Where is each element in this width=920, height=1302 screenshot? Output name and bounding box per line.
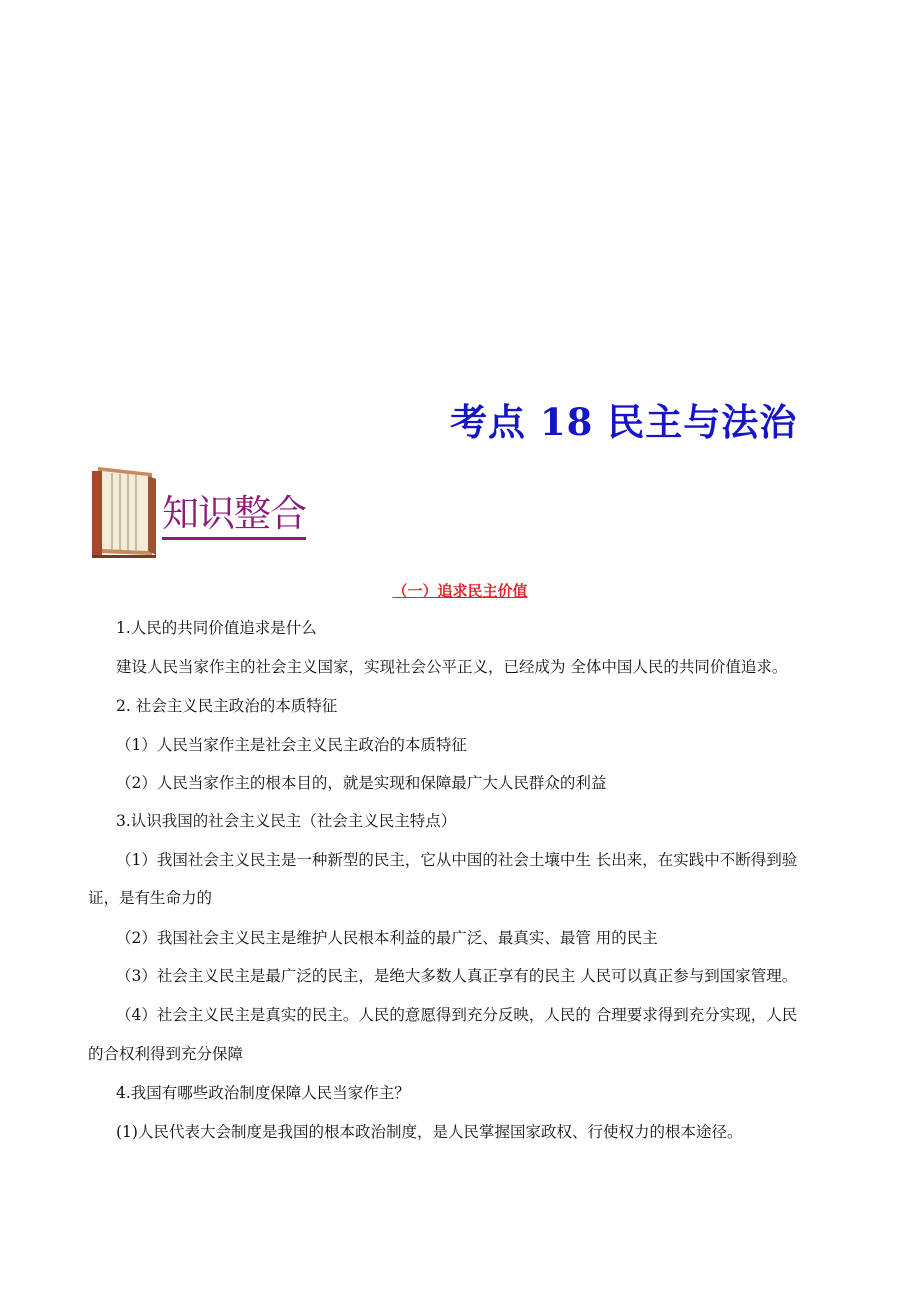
text-line: （2）我国社会主义民主是维护人民根本利益的最广泛、最真实、最管 用的民主: [116, 929, 658, 947]
text-line: 的合权利得到充分保障: [88, 1045, 244, 1063]
text-line: (1)人民代表大会制度是我国的根本政治制度，是人民掌握国家政权、行使权力的根本途径。: [116, 1123, 743, 1141]
section-heading: （一）追求民主价值: [392, 582, 528, 600]
section-banner: [90, 463, 320, 559]
text-line: （1）人民当家作主是社会主义民主政治的本质特征: [116, 736, 467, 754]
text-line: 证，是有生命力的: [88, 889, 213, 907]
text-line: 3.认识我国的社会主义民主（社会主义民主特点）: [116, 812, 457, 830]
text-line: 2. 社会主义民主政治的本质特征: [116, 697, 338, 715]
text-line: （2）人民当家作主的根本目的，就是实现和保障最广大人民群众的利益: [116, 774, 607, 792]
text-line: 建设人民当家作主的社会主义国家，实现社会公平正义，已经成为 全体中国人民的共同价值追求。: [116, 658, 788, 676]
text-line: 4.我国有哪些政治制度保障人民当家作主？: [116, 1084, 410, 1102]
text-line: 1.人民的共同价值追求是什么: [116, 619, 317, 637]
text-line: （1）我国社会主义民主是一种新型的民主，它从中国的社会土壤中生 长出来，在实践中不断得到验: [116, 851, 798, 869]
text-line: （4）社会主义民主是真实的民主。人民的意愿得到充分反映，人民的 合理要求得到充分实现，人民: [116, 1006, 798, 1024]
page-title: 考点 18 民主与法治: [450, 400, 798, 444]
banner-label: 知识整合: [162, 491, 306, 540]
text-line: （3）社会主义民主是最广泛的民主，是绝大多数人真正享有的民主 人民可以真正参与到国家管理。: [116, 967, 798, 985]
book-icon: [90, 463, 158, 559]
